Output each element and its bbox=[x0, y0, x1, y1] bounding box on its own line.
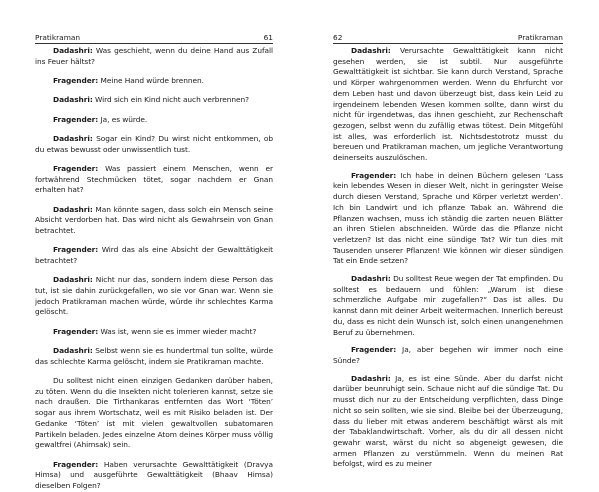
speaker-label: Dadashri: bbox=[53, 46, 93, 55]
right-page-header bbox=[333, 0, 563, 42]
paragraph-text: Du solltest nicht einen einzigen Gedanken darüber haben, zu töten. Wenn du die Insekten nicht tolerieren kannst, setze sie nach draußen. Die Tirthankaras entfernten das Wort ‘Töten’ sogar aus ihrem Wortschatz, weil es mit Risiko beladen ist. Der Gedanke ‘Töten’ ist mit vielen gewaltvollen subatomaren Partikeln beladen. Jedes einzelne Atom deines Körper muss völlig gewaltfrei (Ahimsak) sein. bbox=[35, 376, 274, 450]
speaker-label: Fragender: bbox=[53, 163, 99, 173]
paragraph bbox=[35, 164, 273, 196]
paragraph-text: Selbst wenn sie es hundertmal tun sollte, würde das schlechte Karma gelöscht, indem sie Pratikraman machte. bbox=[35, 346, 273, 366]
header-title: Pratikraman bbox=[35, 33, 81, 42]
speaker-label: Fragender: bbox=[351, 170, 397, 180]
header-title: Pratikraman bbox=[517, 33, 563, 42]
paragraph bbox=[35, 134, 273, 155]
paragraph-text: Ja, es würde. bbox=[98, 114, 148, 124]
paragraph-text: Man könnte sagen, dass solch ein Mensch seine Absicht verdorben hat. Das wird nicht als Gewahrsein von Gnan betrachtet. bbox=[35, 204, 273, 235]
paragraph bbox=[333, 274, 563, 338]
right-page bbox=[300, 0, 599, 484]
paragraph bbox=[35, 460, 273, 492]
paragraph bbox=[35, 205, 273, 237]
page-number: 62 bbox=[333, 33, 343, 42]
paragraph bbox=[35, 346, 273, 367]
paragraph bbox=[35, 46, 273, 67]
paragraph bbox=[333, 171, 563, 267]
speaker-label: Fragender: bbox=[53, 326, 99, 336]
left-page-body bbox=[35, 46, 273, 492]
paragraph bbox=[35, 376, 273, 451]
speaker-label: Fragender: bbox=[53, 459, 99, 469]
paragraph bbox=[35, 115, 273, 126]
paragraph-text: Wird sich ein Kind nicht auch verbrennen? bbox=[92, 95, 250, 105]
header-rule bbox=[333, 43, 563, 44]
speaker-label: Dadashri: bbox=[351, 46, 391, 55]
paragraph bbox=[35, 327, 273, 338]
page-number: 61 bbox=[263, 33, 273, 42]
paragraph-text: Nicht nur das, sondern indem diese Person das tut, ist sie dahin zurückgefallen, wo sie vor Gnan war. Wenn sie jedoch Pratikraman machen würde, würde ihr schlechtes Karma gelöscht. bbox=[35, 275, 273, 317]
paragraph-text: Was ist, wenn sie es immer wieder macht? bbox=[98, 326, 257, 336]
header-rule bbox=[35, 43, 273, 44]
paragraph bbox=[35, 95, 273, 106]
speaker-label: Fragender: bbox=[53, 114, 99, 124]
paragraph-text: Wird das als eine Absicht der Gewalttätigkeit betrachtet? bbox=[35, 245, 273, 265]
left-page bbox=[0, 0, 300, 490]
paragraph-text: Meine Hand würde brennen. bbox=[98, 76, 204, 85]
speaker-label: Dadashri: bbox=[53, 204, 93, 214]
paragraph bbox=[35, 76, 273, 87]
paragraph-text: Haben verursachte Gewalttätigkeit (Dravya Himsa) und ausgeführte Gewalttätigkeit (Bhaav Himsa) dieselben Folgen? bbox=[35, 459, 273, 490]
speaker-label: Fragender: bbox=[53, 76, 99, 85]
speaker-label: Dadashri: bbox=[351, 274, 391, 284]
paragraph-text: Verursachte Gewalttätigkeit kann nicht gesehen werden, sie ist subtil. Nur ausgeführte Gewalttätigkeit ist sichtbar. Sie kann durch Verstand, Sprache und Körper wahrgenommen werden. Wenn du Ehrfurcht vor dem Leben hast und davon überzeugt bist, dass kein Leid zu irgendeinem lebenden Wesen kommen sollte, dann wirst du nicht für irgendetwas, das ihnen geschieht, zur Rechenschaft gezogen, selbst wenn du zufällig etwas tötest. Dein Mitgefühl ist alles, was erforderlich ist. Nichtsdestotrotz musst du bereuen und Pratikraman machen, um jegliche Verantwortung deinerseits auszulöschen. bbox=[333, 46, 563, 163]
paragraph-text: Ja, aber begehen wir immer noch eine Sünde? bbox=[333, 345, 563, 365]
speaker-label: Dadashri: bbox=[53, 275, 93, 285]
paragraph-text: Sogar ein Kind? Du wirst nicht entkommen, ob du etwas bewusst oder unwissentlich tust. bbox=[35, 133, 273, 154]
left-page-header bbox=[35, 0, 273, 42]
paragraph bbox=[333, 46, 563, 164]
paragraph bbox=[35, 245, 273, 266]
speaker-label: Fragender: bbox=[53, 245, 99, 255]
paragraph-text: Was passiert einem Menschen, wenn er fortwährend Stechmücken tötet, sogar nachdem er Gnan erhalten hat? bbox=[35, 163, 273, 195]
speaker-label: Dadashri: bbox=[53, 95, 93, 105]
right-page-body bbox=[333, 46, 563, 470]
speaker-label: Dadashri: bbox=[351, 373, 391, 383]
speaker-label: Fragender: bbox=[351, 345, 397, 355]
paragraph bbox=[333, 374, 563, 470]
paragraph-text: Ich habe in deinen Büchern gelesen ‘Lass kein lebendes Wesen in dieser Welt, nicht in geringster Weise durch diesen Verstand, Sprache und Körper verletzt werden’. Ich bin Landwirt und ich pflanze Tabak an. Während die Pflanzen wachsen, muss ich ständig die zarten neuen Blätter an ihren Stielen abschneiden. Würde das die Pflanze nicht verletzen? Ist das nicht eine sündige Tat? Wir tun dies mit Tausenden unserer Pflanzen! Wie können wir dieser sündigen Tat ein Ende setzen? bbox=[333, 170, 563, 266]
speaker-label: Dadashri: bbox=[53, 133, 93, 143]
paragraph bbox=[333, 345, 563, 366]
speaker-label: Dadashri: bbox=[53, 346, 93, 355]
paragraph-text: Was geschieht, wenn du deine Hand aus Zufall ins Feuer hältst? bbox=[35, 46, 273, 66]
paragraph-text: Ja, es ist eine Sünde. Aber du darfst nicht darüber beunruhigt sein. Schaue nicht auf die sündige Tat. Du musst dich nur zu der Entscheidung verpflichten, dass Dinge nicht so sein sollten, wie sie sind. Bleibe bei der Überzeugung, dass du lieber mit etwas anderem beschäftigt wärst als mit der Tabaklandwirtschaft. Vorher, als du dir all dessen nicht gewahr warst, wärst du nicht so abgeneigt gewesen, die armen Pflanzen zu verstümmeln. Wenn du meinen Rat befolgst, wird es zu meiner bbox=[333, 373, 563, 469]
paragraph-text: Du solltest Reue wegen der Tat empfinden. Du solltest es bedauern und fühlen: „Warum ist diese schmerzliche Aufgabe mir zugefallen?“ Das ist alles. Du kannst dann mit deiner Arbeit weitermachen. Innerlich bereust du, dass es nicht dein Wunsch ist, solch einen unangenehmen Beruf zu übernehmen. bbox=[333, 274, 563, 337]
paragraph bbox=[35, 275, 273, 318]
